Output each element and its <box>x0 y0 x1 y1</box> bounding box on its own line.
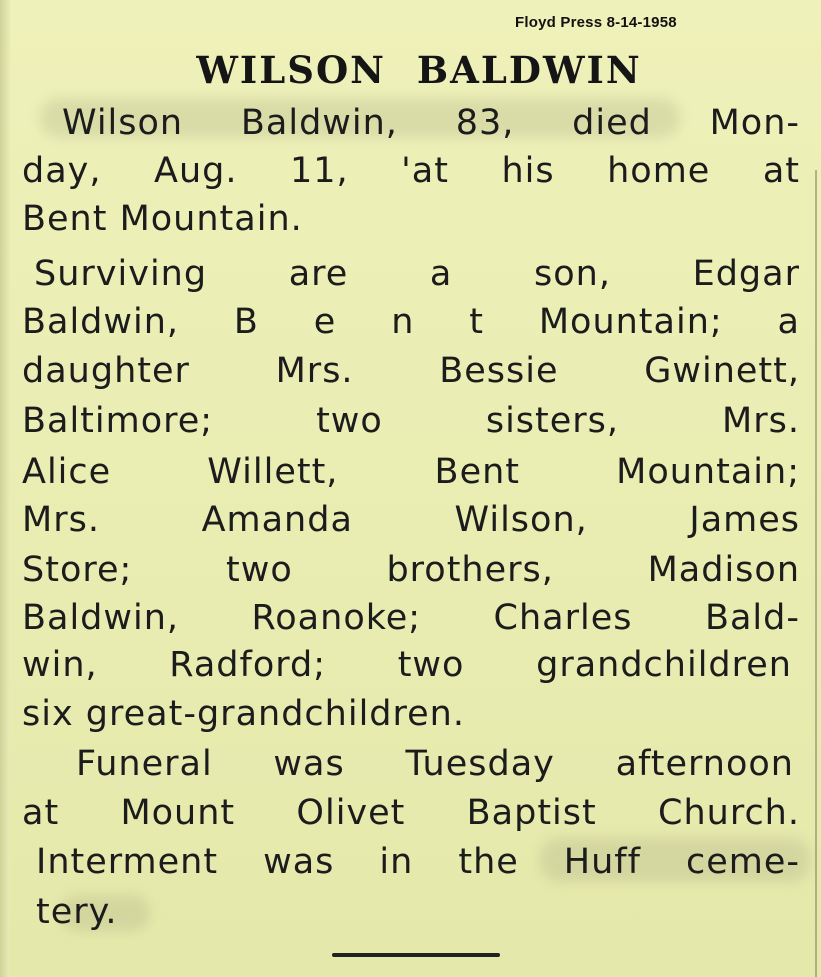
obituary-line: day, Aug. 11, 'at his home at <box>22 151 800 191</box>
obituary-line: Surviving are a son, Edgar <box>34 254 800 294</box>
source-date-label: Floyd Press 8-14-1958 <box>515 14 677 31</box>
obituary-line: Mrs. Amanda Wilson, James <box>22 500 800 540</box>
obituary-line: Bent Mountain. <box>22 199 303 239</box>
obituary-line: Baltimore; two sisters, Mrs. <box>22 401 800 441</box>
obituary-line: win, Radford; two grandchildren <box>22 645 792 685</box>
column-rule <box>815 170 817 977</box>
obituary-line: Alice Willett, Bent Mountain; <box>22 452 800 492</box>
obituary-line: Baldwin, Roanoke; Charles Bald- <box>22 598 800 638</box>
obituary-headline: WILSON BALDWIN <box>196 48 642 92</box>
obituary-line: Interment was in the Huff ceme- <box>36 842 800 882</box>
obituary-line: at Mount Olivet Baptist Church. <box>22 793 800 833</box>
obituary-line: Store; two brothers, Madison <box>22 550 800 590</box>
end-rule <box>332 953 500 957</box>
obituary-line: tery. <box>36 892 118 932</box>
clipping-left-edge <box>0 0 10 977</box>
obituary-line: six great-grandchildren. <box>22 694 465 734</box>
obituary-line: Funeral was Tuesday afternoon <box>76 744 794 784</box>
obituary-line: daughter Mrs. Bessie Gwinett, <box>22 351 800 391</box>
obituary-line: Wilson Baldwin, 83, died Mon- <box>62 103 800 143</box>
obituary-line: Baldwin, B e n t Mountain; a <box>22 302 800 342</box>
